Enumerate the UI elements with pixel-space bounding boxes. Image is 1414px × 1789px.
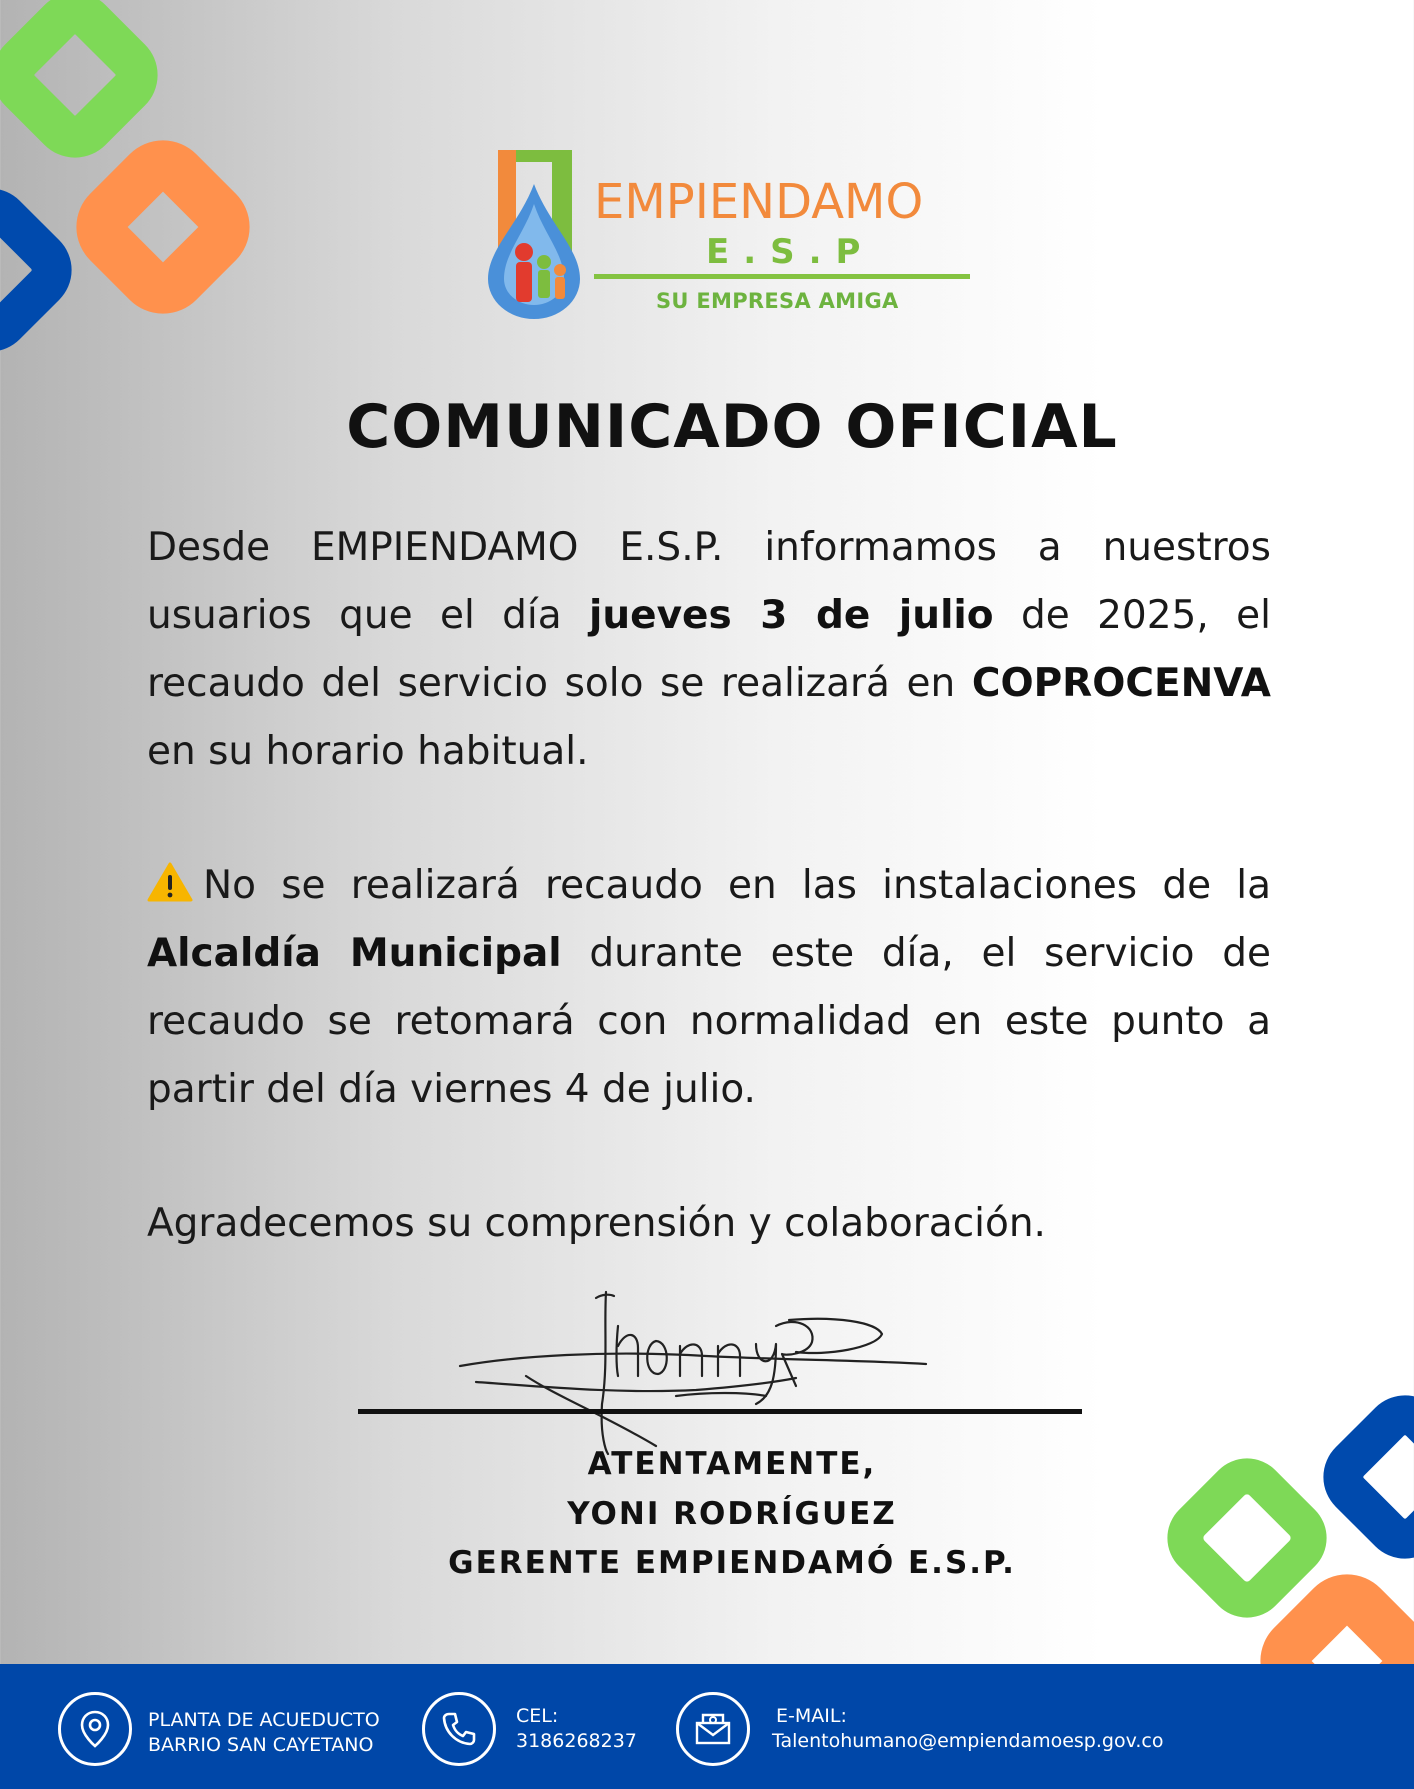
- highlight-location: Alcaldía Municipal: [147, 931, 562, 976]
- address-line1: PLANTA DE ACUEDUCTO: [148, 1709, 380, 1731]
- text-segment: durante este día, el servicio de recaudo se retomará con normalidad en este punto a partir del día viernes 4 de julio.: [147, 931, 1271, 1112]
- address-line2: BARRIO SAN CAYETANO: [148, 1734, 374, 1756]
- mail-icon: [676, 1692, 750, 1766]
- logo-name: EMPIENDAMO: [594, 174, 924, 230]
- email-address[interactable]: Talentohumano@empiendamoesp.gov.co: [772, 1730, 1164, 1752]
- logo-tagline: SU EMPRESA AMIGA: [656, 289, 899, 313]
- logo-divider: [594, 274, 970, 279]
- phone-text: [516, 1704, 637, 1754]
- company-logo: [484, 144, 974, 324]
- phone-number[interactable]: 3186268237: [516, 1730, 637, 1752]
- green-diamond-shape: [0, 0, 160, 160]
- email-label: E-MAIL:: [776, 1705, 847, 1727]
- orange-diamond-shape: [78, 142, 248, 312]
- signer-name: YONI RODRÍGUEZ: [567, 1496, 897, 1532]
- paragraph-thanks: Agradecemos su comprensión y colaboración.: [147, 1201, 1046, 1246]
- location-pin-icon: [58, 1692, 132, 1766]
- text-segment: de 2025, el recaudo del servicio solo se realizará en: [147, 593, 1271, 706]
- signer-position: GERENTE EMPIENDAMÓ E.S.P.: [448, 1545, 1016, 1581]
- warning-icon: [147, 862, 193, 902]
- text-segment: en su horario habitual.: [147, 729, 589, 774]
- logo-suffix: E.S.P: [706, 232, 875, 272]
- closing-salutation: ATENTAMENTE,: [587, 1446, 877, 1482]
- phone-label: CEL:: [516, 1705, 559, 1727]
- footer-bar: [0, 1664, 1414, 1789]
- blue-diamond-shape: [0, 185, 75, 355]
- email-text: [772, 1704, 1163, 1754]
- logo-emblem-icon: [484, 144, 594, 324]
- handwritten-signature: [456, 1286, 956, 1456]
- address-text: [148, 1708, 380, 1758]
- page-title: COMUNICADO OFICIAL: [346, 392, 1118, 462]
- signature-line: [358, 1409, 1082, 1414]
- phone-icon: [422, 1692, 496, 1766]
- paragraph-warning: [147, 852, 1271, 1124]
- text-segment: Desde EMPIENDAMO E.S.P. informamos a nuestros usuarios que el día: [147, 525, 1271, 638]
- text-segment: No se realizará recaudo en las instalaciones de la: [203, 863, 1271, 908]
- highlight-date: jueves 3 de julio: [589, 593, 994, 638]
- paragraph-announcement: [147, 514, 1271, 786]
- highlight-location: COPROCENVA: [971, 661, 1271, 706]
